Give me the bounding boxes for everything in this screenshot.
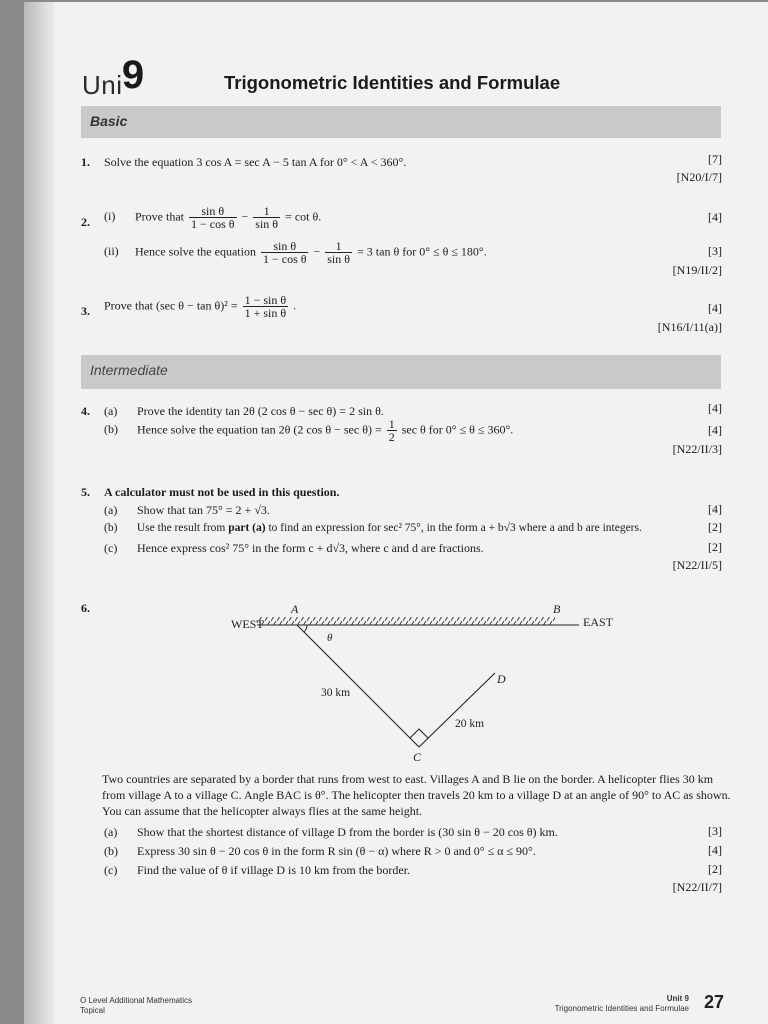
- part-label: (a): [104, 825, 118, 839]
- marks: [4]: [708, 301, 722, 315]
- question-part-a: [104, 403, 384, 419]
- border-helicopter-diagram: [199, 597, 629, 767]
- question-number: 1.: [81, 155, 90, 169]
- part-label: (i): [104, 209, 116, 224]
- fraction: [325, 240, 352, 265]
- fraction: [253, 205, 280, 230]
- part-text: Prove the identity tan 2θ (2 cos θ − sec θ) = 2 sin θ.: [137, 404, 384, 418]
- part-text: = 3 tan θ for 0° ≤ θ ≤ 180°.: [357, 244, 487, 259]
- marks: [2]: [708, 520, 722, 534]
- question-number: 4.: [81, 404, 90, 418]
- unit-word: Uni: [82, 70, 123, 100]
- part-text: Use the result from: [136, 522, 226, 534]
- page-number: 27: [704, 992, 725, 1012]
- part-label: (a): [104, 503, 118, 517]
- question-part-a: [104, 824, 558, 840]
- fraction-numerator: sin θ: [261, 240, 309, 253]
- fraction: [243, 294, 289, 319]
- source-reference: [N22/II/7]: [672, 880, 722, 894]
- textbook-page: [24, 2, 768, 1024]
- calculator-note: A calculator must not be used in this question.: [104, 485, 340, 499]
- part-label: (a): [104, 404, 118, 418]
- fraction-denominator: sin θ: [327, 252, 351, 266]
- part-text: Express 30 sin θ − 20 cos θ in the form R sin (θ − α) where R > 0 and 0° ≤ α ≤ 90°.: [137, 844, 536, 858]
- fraction-numerator: 1 − sin θ: [244, 293, 287, 307]
- section-label-basic: Basic: [90, 113, 128, 129]
- fraction-denominator: sin θ: [255, 217, 279, 231]
- part-text: sec θ for 0° ≤ θ ≤ 360°.: [401, 422, 514, 437]
- part-text: Prove that (sec θ − tan θ)² =: [104, 298, 238, 313]
- fraction: [261, 240, 309, 265]
- fraction: [387, 418, 397, 443]
- fraction-denominator: 1 − cos θ: [191, 217, 235, 231]
- part-text: = cot θ.: [285, 209, 322, 224]
- footer-unit-info: [524, 994, 689, 1014]
- marks: [2]: [708, 540, 722, 554]
- marks: [4]: [708, 401, 722, 415]
- marks: [4]: [708, 843, 722, 857]
- right-angle-marker: [410, 729, 428, 738]
- question-text: Solve the equation 3 cos A = sec A − 5 tan A for 0° < A < 360°.: [104, 155, 407, 169]
- question-stem: Two countries are separated by a border that runs from west to east. Villages A and B lie on the border. A helicopter flies 30 km from village A to a village C. Angle BAC is θ°. The helicopter then travels 20 km to a village D at an angle of 90° to AC as shown. You can assume that the helicopter always flies at the same height.: [102, 772, 731, 818]
- part-text: Prove that: [135, 209, 184, 224]
- fraction-numerator: sin θ: [189, 205, 237, 218]
- label-c: C: [413, 750, 422, 764]
- part-label: (c): [104, 863, 118, 877]
- unit-number: 9: [121, 53, 145, 94]
- chapter-title: Trigonometric Identities and Formulae: [224, 72, 561, 93]
- operator: −: [241, 209, 249, 224]
- marks: [2]: [708, 862, 722, 876]
- label-west: WEST: [231, 617, 264, 631]
- section-band-intermediate: [81, 355, 721, 389]
- part-text: Hence express cos² 75° in the form c + d√3, where c and d are fractions.: [137, 541, 484, 555]
- label-ac-length: 30 km: [321, 687, 351, 699]
- part-text: Find the value of θ if village D is 10 km from the border.: [137, 863, 411, 877]
- label-a: A: [291, 602, 299, 616]
- marks: [4]: [708, 210, 722, 224]
- section-label-intermediate: Intermediate: [90, 362, 168, 378]
- part-label: (b): [104, 522, 118, 534]
- source-reference: [N20/I/7]: [676, 170, 722, 184]
- question-number: 3.: [81, 304, 90, 318]
- part-text: Hence solve the equation: [135, 244, 256, 259]
- footer-unit-title: Trigonometric Identities and Formulae: [554, 1004, 689, 1013]
- question-part-b: [104, 418, 513, 443]
- question-part-c: [104, 862, 410, 878]
- footer-line: O Level Additional Mathematics: [80, 996, 193, 1005]
- angle-theta-arc: [304, 625, 307, 632]
- fraction-numerator: 1: [325, 240, 352, 253]
- question-number: 5.: [81, 485, 90, 499]
- label-theta: θ: [327, 632, 333, 644]
- fraction-denominator: 1 − cos θ: [262, 252, 307, 266]
- label-east: EAST: [583, 615, 613, 629]
- fraction-denominator: 2: [388, 430, 395, 444]
- marks: [4]: [708, 423, 722, 437]
- section-band-basic: [81, 106, 721, 138]
- footer-line: Topical: [80, 1006, 105, 1015]
- question-part-i: [104, 205, 321, 230]
- label-b: B: [553, 602, 561, 616]
- question-part-b: [104, 520, 642, 536]
- part-text: Hence solve the equation tan 2θ (2 cos θ − sec θ) =: [137, 422, 382, 437]
- marks: [3]: [708, 824, 722, 838]
- marks: [4]: [708, 502, 722, 516]
- source-reference: [N22/II/5]: [672, 558, 722, 572]
- operator: −: [313, 244, 321, 259]
- label-cd-length: 20 km: [455, 718, 485, 730]
- part-text: .: [293, 298, 297, 313]
- part-text: Show that the shortest distance of village D from the border is (30 sin θ − 20 cos θ) km.: [137, 825, 558, 839]
- question-number: 2.: [81, 215, 90, 229]
- source-reference: [N16/I/11(a)]: [657, 320, 722, 334]
- fraction: [189, 205, 237, 230]
- marks: [3]: [708, 244, 722, 258]
- part-label: (ii): [104, 244, 119, 259]
- part-text: to find an expression for sec² 75°, in the form a + b√3 where a and b are integers.: [268, 522, 642, 534]
- part-label: (c): [104, 541, 118, 555]
- part-reference: part (a): [228, 522, 266, 534]
- part-label: (b): [104, 422, 118, 437]
- source-reference: [N19/II/2]: [672, 263, 722, 277]
- footer-unit: Unit 9: [666, 994, 689, 1003]
- line-cd: [419, 673, 495, 747]
- marks: [7]: [708, 152, 722, 166]
- source-reference: [N22/II/3]: [672, 442, 722, 456]
- question-part-ii: [104, 240, 487, 265]
- unit-number-badge: [116, 52, 150, 94]
- fraction-denominator: 1 + sin θ: [244, 306, 287, 320]
- footer-book-title: [80, 996, 192, 1016]
- part-text: Show that tan 75° = 2 + √3.: [137, 503, 270, 517]
- question-part-b: [104, 843, 536, 859]
- label-d: D: [497, 672, 506, 686]
- border-hatching: [257, 617, 555, 625]
- question-part-a: [104, 502, 270, 518]
- line-ac: [297, 625, 419, 747]
- page-gutter-shadow: [24, 2, 54, 1024]
- fraction-numerator: 1: [253, 205, 280, 218]
- fraction-numerator: 1: [388, 417, 395, 431]
- part-label: (b): [104, 844, 118, 858]
- question-number: 6.: [81, 601, 90, 615]
- question-part-c: [104, 540, 484, 556]
- question-text: [104, 294, 296, 319]
